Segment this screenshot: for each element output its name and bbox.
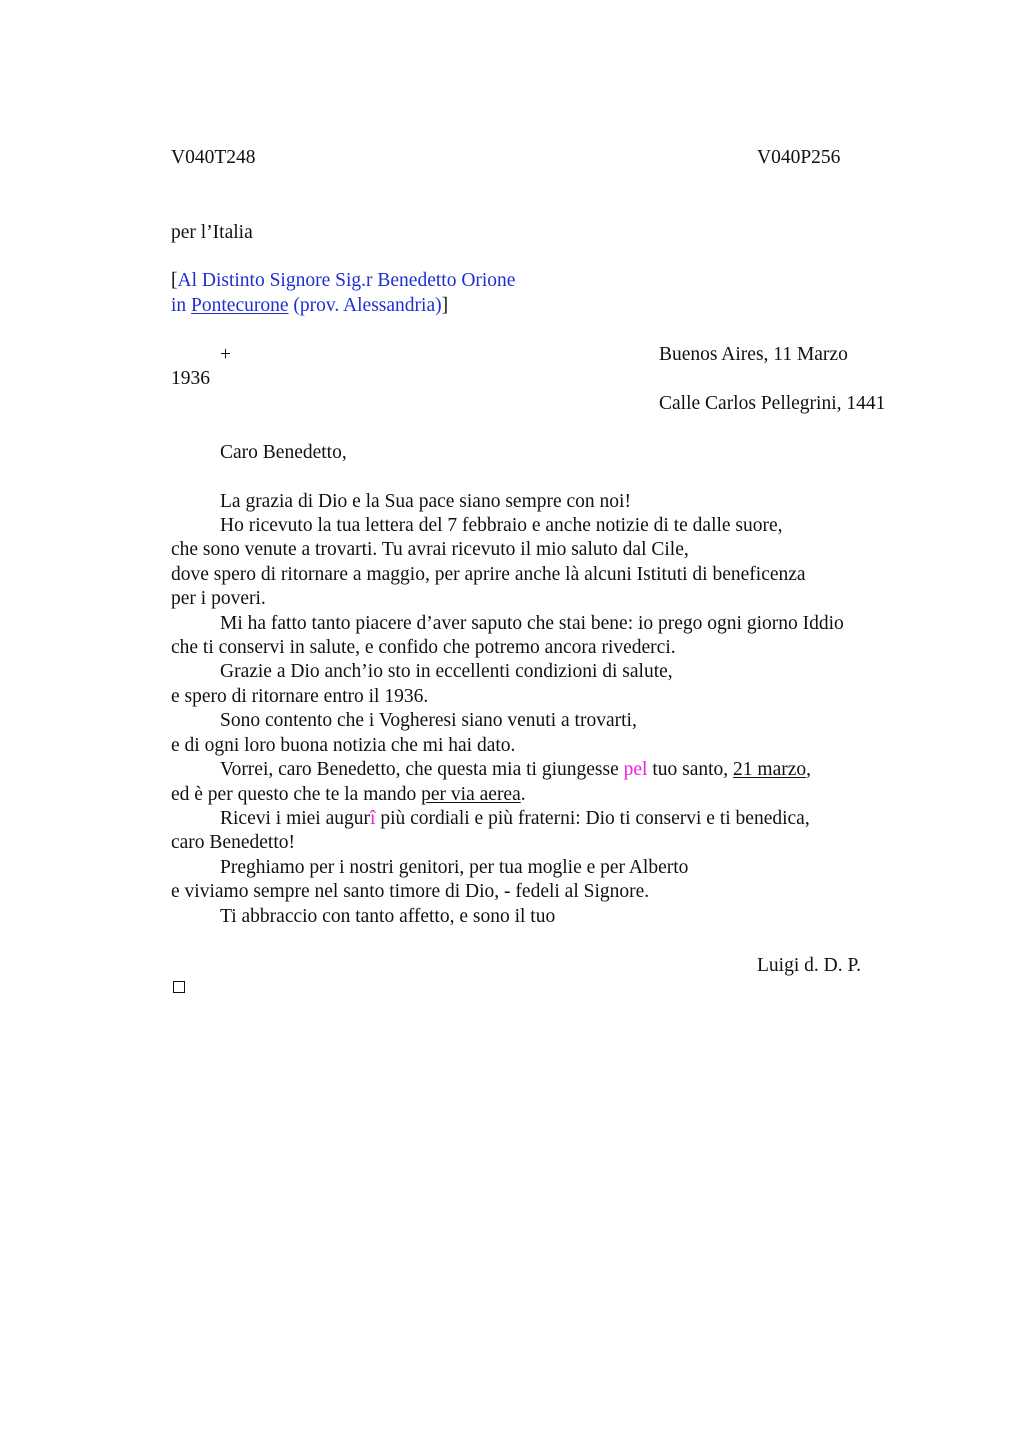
- address-line-2: [171, 294, 448, 318]
- street-address: Calle Carlos Pellegrini, 1441: [659, 393, 886, 414]
- highlighted-word: pel: [623, 759, 648, 780]
- underlined-date: 21 marzo: [733, 759, 807, 780]
- body-line: che sono venute a trovarti. Tu avrai ricevuto il mio saluto dal Cile,: [171, 539, 689, 560]
- date-year: 1936: [171, 368, 210, 389]
- body-line: e spero di ritornare entro il 1936.: [171, 686, 429, 707]
- routing-note: per l’Italia: [171, 222, 253, 243]
- address-open-bracket: [: [171, 270, 178, 291]
- address-place: Pontecurone: [191, 295, 289, 316]
- salutation: Caro Benedetto,: [220, 442, 347, 463]
- address-recipient: Al Distinto Signore Sig.r Benedetto Orione: [177, 270, 516, 291]
- checkbox-icon: [173, 981, 185, 993]
- body-line: Preghiamo per i nostri genitori, per tua moglie e per Alberto: [220, 857, 689, 878]
- body-line: La grazia di Dio e la Sua pace siano sempre con noi!: [220, 491, 631, 512]
- body-line: per i poveri.: [171, 588, 266, 609]
- address-line-1: [171, 269, 515, 293]
- body-line: [220, 807, 810, 831]
- body-line: Ho ricevuto la tua lettera del 7 febbraio e anche notizie di te dalle suore,: [220, 515, 783, 536]
- body-line: caro Benedetto!: [171, 832, 295, 853]
- body-line: [171, 783, 526, 807]
- body-text: ,: [806, 759, 812, 780]
- address-close-bracket: ]: [441, 295, 449, 316]
- cross-symbol: +: [220, 344, 231, 365]
- body-line: Mi ha fatto tanto piacere d’aver saputo che stai bene: io prego ogni giorno Iddio: [220, 613, 844, 634]
- body-text: più cordiali e più fraterni: Dio ti conservi e ti benedica,: [375, 808, 810, 829]
- underlined-phrase: per via aerea: [421, 784, 521, 805]
- body-text: ed è per questo che te la mando: [171, 784, 422, 805]
- body-line: che ti conservi in salute, e confido che potremo ancora rivederci.: [171, 637, 676, 658]
- body-line: [220, 758, 811, 782]
- body-line: Grazie a Dio anch’io sto in eccellenti condizioni di salute,: [220, 661, 673, 682]
- body-line: Sono contento che i Vogheresi siano venuti a trovarti,: [220, 710, 637, 731]
- body-text: Ricevi i miei augur: [220, 808, 371, 829]
- document-code-left: V040T248: [171, 147, 256, 168]
- body-text: Vorrei, caro Benedetto, che questa mia ti giungesse: [220, 759, 624, 780]
- body-text: .: [520, 784, 526, 805]
- address-province: (prov. Alessandria): [288, 295, 442, 316]
- body-line: dove spero di ritornare a maggio, per aprire anche là alcuni Istituti di beneficenza: [171, 564, 806, 585]
- body-line: e viviamo sempre nel santo timore di Dio, - fedeli al Signore.: [171, 881, 650, 902]
- body-line: Ti abbraccio con tanto affetto, e sono il tuo: [220, 906, 556, 927]
- signature: Luigi d. D. P.: [757, 955, 862, 976]
- body-text: tuo santo,: [647, 759, 734, 780]
- date-city: Buenos Aires, 11 Marzo: [659, 344, 848, 365]
- document-code-right: V040P256: [757, 147, 841, 168]
- highlighted-letter: î: [370, 808, 376, 829]
- address-prefix: in: [171, 295, 192, 316]
- body-line: e di ogni loro buona notizia che mi hai dato.: [171, 735, 516, 756]
